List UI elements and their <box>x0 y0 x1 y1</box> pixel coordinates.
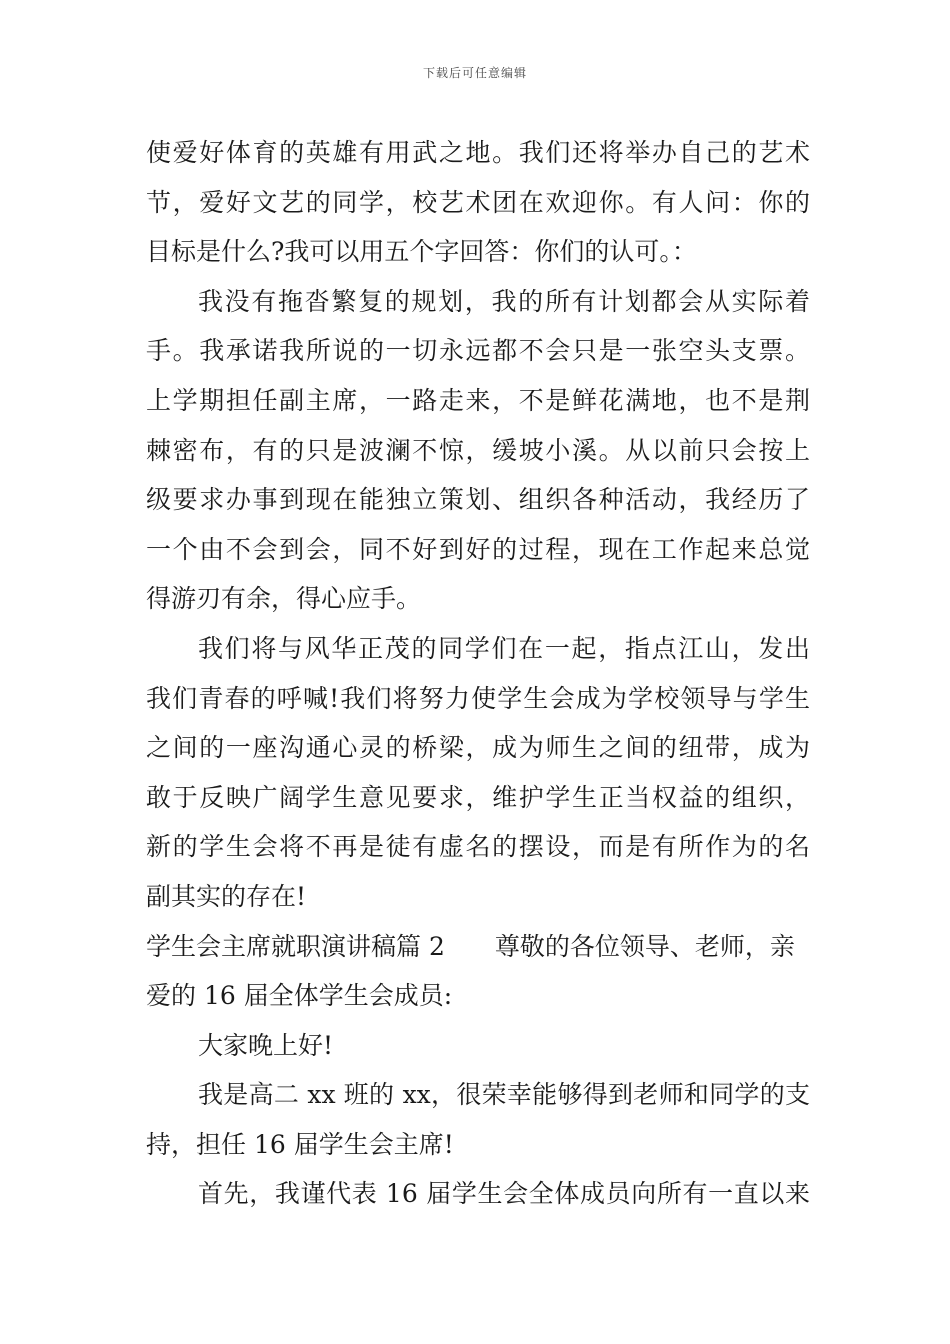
paragraph-start-line: 我没有拖沓繁复的规划，我的所有计划都会从实际着 <box>198 286 810 316</box>
text-line: 使爱好体育的英雄有用武之地。我们还将举办自己的艺术 <box>146 138 810 167</box>
page-header-note: 下载后可任意编辑 <box>422 66 527 80</box>
section-title-line: 学生会主席就职演讲稿篇 2 尊敬的各位领导、老师，亲 <box>146 931 795 961</box>
text-line: 新的学生会将不再是徒有虚名的摆设，而是有所作为的名 <box>146 832 810 862</box>
text-line: 得游刃有余，得心应手。 <box>146 584 422 614</box>
text-line: 目标是什么?我可以用五个字回答：你们的认可。： <box>146 237 697 267</box>
text-line: 级要求办事到现在能独立策划、组织各种活动，我经历了 <box>146 485 810 515</box>
paragraph-start-line: 我是高二 xx 班的 xx，很荣幸能够得到老师和同学的支 <box>198 1080 810 1110</box>
text-line: 之间的一座沟通心灵的桥梁，成为师生之间的纽带，成为 <box>146 733 810 763</box>
paragraph-start-line: 首先，我谨代表 16 届学生会全体成员向所有一直以来 <box>198 1179 810 1209</box>
greeting-line: 大家晚上好! <box>198 1030 334 1060</box>
text-line: 持，担任 16 届学生会主席! <box>146 1129 454 1159</box>
text-line: 棘密布，有的只是波澜不惊，缓坡小溪。从以前只会按上 <box>146 435 810 465</box>
text-line: 副其实的存在! <box>146 881 307 911</box>
text-line: 上学期担任副主席，一路走来，不是鲜花满地，也不是荆 <box>146 385 810 415</box>
text-line: 节，爱好文艺的同学，校艺术团在欢迎你。有人问：你的 <box>146 187 810 217</box>
text-line: 爱的 16 届全体学生会成员: <box>146 981 453 1011</box>
document-body <box>146 128 810 1219</box>
text-line: 手。我承诺我所说的一切永远都不会只是一张空头支票。 <box>146 336 810 366</box>
text-line: 我们青春的呼喊!我们将努力使学生会成为学校领导与学生 <box>146 683 810 713</box>
paragraph-start-line: 我们将与风华正茂的同学们在一起，指点江山，发出 <box>198 633 810 663</box>
text-line: 敢于反映广阔学生意见要求，维护学生正当权益的组织， <box>146 782 810 812</box>
text-line: 一个由不会到会，同不好到好的过程，现在工作起来总觉 <box>146 534 810 564</box>
